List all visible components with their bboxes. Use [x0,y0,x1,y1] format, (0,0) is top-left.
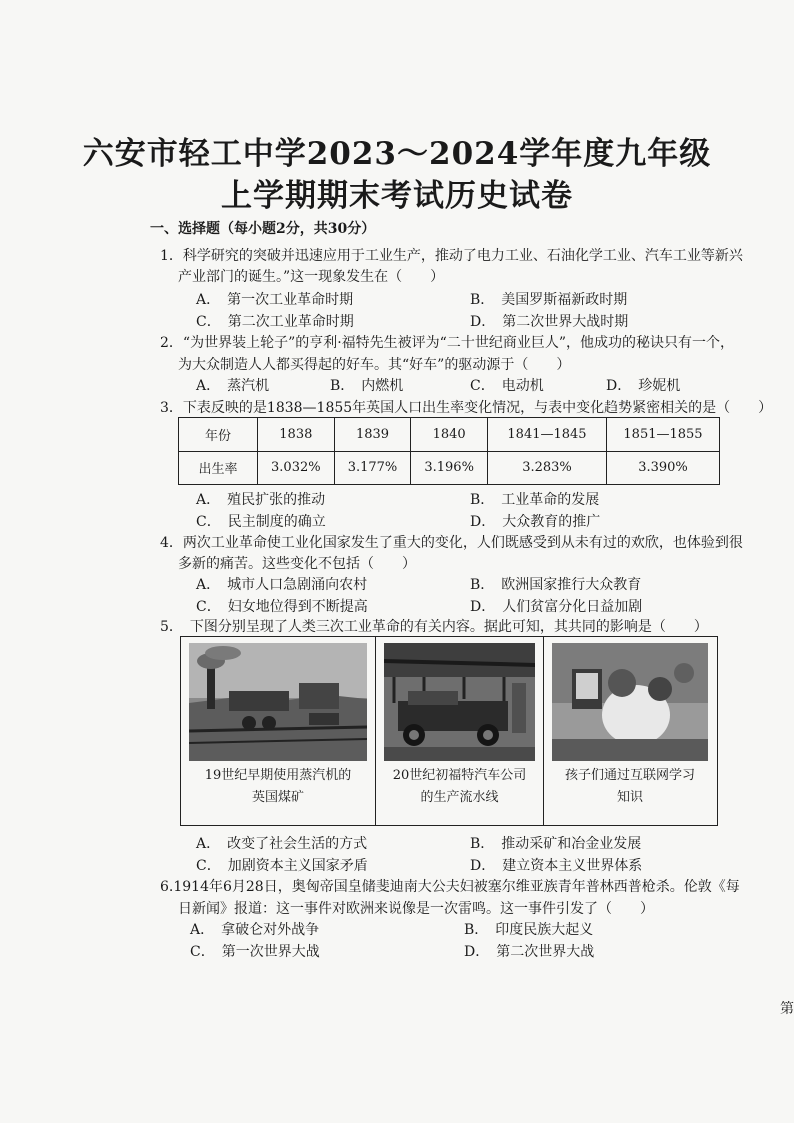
caption-ford-assembly-line [376,765,543,809]
q3-stem-line1: 3．下表反映的是1838—1855年英国人口出生率变化情况，与表中变化趋势紧密相关的是（ ） [160,400,773,416]
caption-steam-coal-mine [181,765,375,809]
page-number-fragment: 第 [780,1001,794,1017]
table-cell: 3.032% [258,451,335,485]
caption-line: 的生产流水线 [420,790,499,805]
caption-line: 英国煤矿 [251,790,304,805]
q4-stem-line2: 多新的痛苦。这些变化不包括（ ） [178,556,416,572]
q1-option-c: C． 第二次工业革命时期 [196,314,354,330]
q5-image-panel [180,636,718,826]
image-cell-steam-coal-mine [181,637,375,825]
q5-option-d: D． 建立资本主义世界体系 [470,858,643,874]
table-row-rates [179,451,720,485]
table-cell: 1838 [258,418,335,452]
q4-option-d: D． 人们贫富分化日益加剧 [470,599,643,615]
q2-option-c: C． 电动机 [470,378,544,394]
image-cell-ford-assembly-line [375,637,543,825]
table-header-rate: 出生率 [179,451,258,485]
caption-line: 20世纪初福特汽车公司 [392,768,527,783]
q3-option-c: C． 民主制度的确立 [196,514,326,530]
table-cell: 3.283% [488,451,607,485]
q4-option-b: B． 欧洲国家推行大众教育 [470,577,642,593]
q1-stem-line1: 1．科学研究的突破并迅速应用于工业生产，推动了电力工业、石油化学工业、汽车工业等新兴 [160,248,743,264]
q1-option-d: D． 第二次世界大战时期 [470,314,629,330]
section-heading: 一、选择题（每小题2分，共30分） [150,221,376,237]
q1-option-b: B． 美国罗斯福新政时期 [470,292,628,308]
q5-stem-line1: 5． 下图分别呈现了人类三次工业革命的有关内容。据此可知，其共同的影响是（ ） [160,619,708,635]
exam-title-line2: 上学期期末考试历史试卷 [221,178,573,214]
table-cell: 3.196% [411,451,488,485]
q2-option-b: B． 内燃机 [330,378,404,394]
q3-option-d: D． 大众教育的推广 [470,514,601,530]
q4-option-a: A． 城市人口急剧涌向农村 [196,577,368,593]
table-row-years [179,418,720,452]
q2-stem-line2: 为大众制造人人都买得起的好车。其“好车”的驱动源于（ ） [178,357,571,373]
table-cell: 1841—1845 [488,418,607,452]
q6-stem-line2: 日新闻》报道：这一事件对欧洲来说像是一次雷鸣。这一事件引发了（ ） [178,901,654,917]
q1-stem-line2: 产业部门的诞生。”这一现象发生在（ ） [178,269,445,285]
q6-option-c: C． 第一次世界大战 [190,944,320,960]
ford-assembly-line-picture [384,643,535,761]
caption-internet-learning [544,765,716,809]
exam-title-line1: 六安市轻工中学2023～2024学年度九年级 [82,136,712,172]
table-cell: 1839 [334,418,411,452]
birth-rate-table [178,417,720,485]
q2-option-d: D． 珍妮机 [606,378,681,394]
q2-stem-line1: 2．“为世界装上轮子”的亨利·福特先生被评为“二十世纪商业巨人”，他成功的秘诀只有一个， [160,335,734,351]
caption-line: 孩子们通过互联网学习 [564,768,695,783]
q5-option-a: A． 改变了社会生活的方式 [196,836,368,852]
table-cell: 3.177% [334,451,411,485]
q3-option-b: B． 工业革命的发展 [470,492,600,508]
q4-option-c: C． 妇女地位得到不断提高 [196,599,368,615]
q5-option-c: C． 加剧资本主义国家矛盾 [196,858,368,874]
caption-line: 知识 [616,790,643,805]
q6-option-b: B． 印度民族大起义 [464,922,594,938]
caption-line: 19世纪早期使用蒸汽机的 [204,768,352,783]
q6-option-a: A． 拿破仑对外战争 [190,922,320,938]
q4-stem-line1: 4．两次工业革命使工业化国家发生了重大的变化，人们既感受到从未有过的欢欣，也体验到很 [160,535,743,551]
q5-option-b: B． 推动采矿和冶金业发展 [470,836,642,852]
table-cell: 3.390% [607,451,720,485]
children-internet-learning-picture [552,643,708,761]
q1-option-a: A． 第一次工业革命时期 [196,292,354,308]
image-cell-internet-learning [543,637,716,825]
q3-option-a: A． 殖民扩张的推动 [196,492,326,508]
table-cell: 1851—1855 [607,418,720,452]
q6-option-d: D． 第二次世界大战 [464,944,595,960]
table-header-year: 年份 [179,418,258,452]
table-cell: 1840 [411,418,488,452]
q2-option-a: A． 蒸汽机 [196,378,270,394]
q6-stem-line1: 6.1914年6月28日，奥匈帝国皇储斐迪南大公夫妇被塞尔维亚族青年普林西普枪杀。伦敦《每 [160,879,740,895]
steam-engine-coal-mine-picture [189,643,367,761]
